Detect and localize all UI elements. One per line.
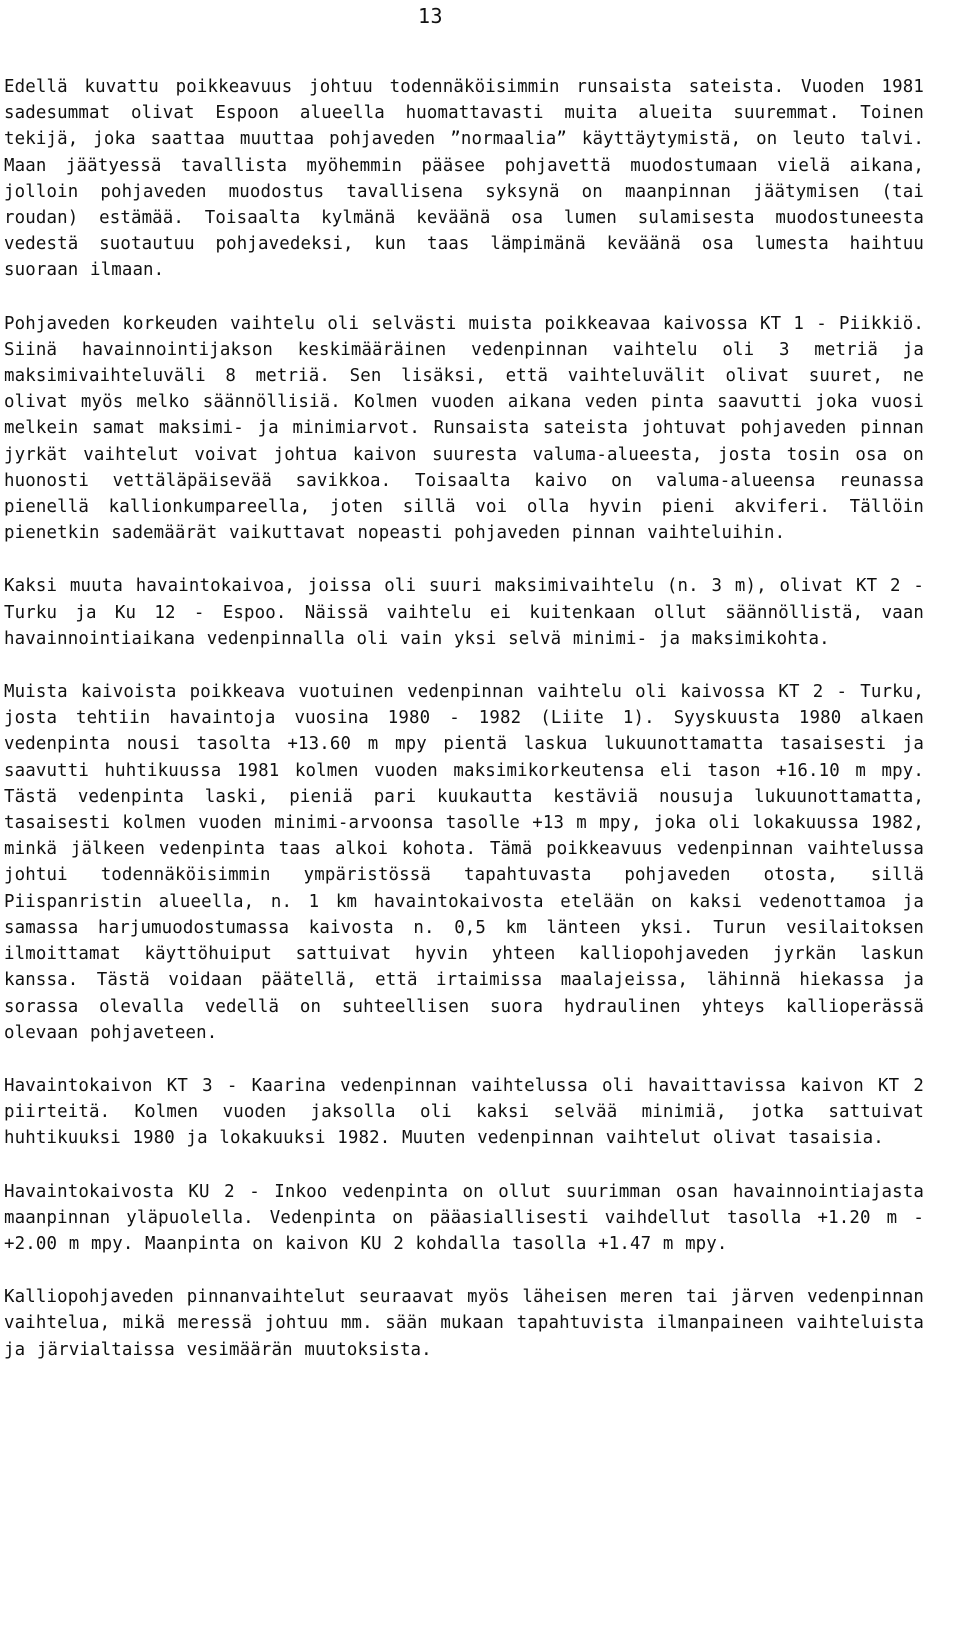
paragraph-ku2-inkoo: Havaintokaivosta KU 2 - Inkoo vedenpinta on ollut suurimman osan havainnointiajasta maanpinnan yläpuolella. Vedenpinta on pääasiallisesti vaihdellut tasolla +1.20 m - +2.00 m mpy. Maanpinta on kaivon KU 2 kohdalla tasolla +1.47 m mpy. — [4, 1181, 924, 1254]
page-number: 13 — [418, 4, 444, 28]
paragraph-kt3-kaarina: Havaintokaivon KT 3 - Kaarina vedenpinnan vaihtelussa oli havaittavissa kaivon KT 2 piirteitä. Kolmen vuoden jaksolla oli kaksi selvää minimiä, jotka sattuivat huhtikuuksi 1980 ja lokakuuksi 1982. Muuten vedenpinnan vaihtelut olivat tasaisia. — [4, 1075, 924, 1149]
paragraph-other-large-variation-wells: Kaksi muuta havaintokaivoa, joissa oli suuri maksimivaihtelu (n. 3 m), olivat KT 2 - Turku ja Ku 12 - Espoo. Näissä vaihtelu ei kuitenkaan ollut säännöllistä, vaan havainnointiaikana vedenpinnalla oli vain yksi selvä minimi- ja maksimikohta. — [4, 576, 924, 649]
paragraph-bedrock-groundwater: Kalliopohjaveden pinnanvaihtelut seuraavat myös läheisen meren tai järven vedenpinnan vaihtelua, mikä meressä johtuu mm. sään mukaan tapahtuvista ilmanpaineen vaihteluista ja järvialtaissa vesimäärän muutoksista. — [4, 1287, 924, 1360]
paragraph-winter-and-rain-effects: Edellä kuvattu poikkeavuus johtuu todennäköisimmin runsaista sateista. Vuoden 1981 sadesummat olivat Espoon alueella huomattavasti muita alueita suuremmat. Toinen tekijä, joka saattaa muuttaa pohjaveden ”normaalia” käyttäytymistä, on leuto talvi. Maan jäätyessä tavallista myöhemmin pääsee pohjavettä muodostumaan vielä aikana, jolloin pohjaveden muodostus tavallisena syksynä on maanpinnan jäätymisen (tai roudan) estämää. Toisaalta kylmänä keväänä osa lumen sulamisesta muodostuneesta vedestä suotautuu pohjavedeksi, kun taas lämpimänä keväänä osa lumesta haihtuu suoraan ilmaan. — [4, 77, 924, 281]
paragraph-kt1-piikkio: Pohjaveden korkeuden vaihtelu oli selvästi muista poikkeavaa kaivossa KT 1 - Piikkiö. Siinä havainnointijakson keskimääräinen vedenpinnan vaihtelu oli 3 metriä ja maksimivaihteluväli 8 metriä. Sen lisäksi, että vaihteluvälit olivat suuret, ne olivat myös melko säännöllisiä. Kolmen vuoden aikana veden pinta saavutti joka vuosi melkein samat maksimi- ja minimiarvot. Runsaista sateista johtuvat pohjaveden pinnan jyrkät vaihtelut voivat johtua kaivon suuresta valuma-alueesta, josta tosin osa on huonosti vettäläpäisevää savikkoa. Toisaalta kaivo on valuma-alueensa reunassa pienellä kallionkumpareella, joten sillä voi olla hyvin pieni akviferi. Tällöin pienetkin sademäärät vaikuttavat nopeasti pohjaveden pinnan vaihteluihin. — [4, 313, 924, 544]
body-text — [4, 74, 924, 1363]
paragraph-kt2-turku: Muista kaivoista poikkeava vuotuinen vedenpinnan vaihtelu oli kaivossa KT 2 - Turku, josta tehtiin havaintoja vuosina 1980 - 1982 (Liite 1). Syyskuusta 1980 alkaen vedenpinta nousi tasolta +13.60 m mpy pientä laskua lukuunottamatta tasaisesti ja saavutti huhtikuussa 1981 kolmen vuoden maksimikorkeutensa eli tason +16.10 m mpy. Tästä vedenpinta laski, pieniä pari kuukautta kestäviä nousuja lukuunottamatta, tasaisesti kolmen vuoden minimi-arvoonsa tasolle +13 m mpy, joka oli lokakuussa 1982, minkä jälkeen vedenpinta taas alkoi kohota. Tämä poikkeavuus vedenpinnan vaihtelussa johtui todennäköisimmin ympäristössä tapahtuvasta pohjaveden otosta, sillä Piispanristin alueella, n. 1 km havaintokaivosta etelään on kaksi vedenottamoa ja samassa harjumuodostumassa kaivosta n. 0,5 km länteen yksi. Turun vesilaitoksen ilmoittamat käyttöhuiput sattuivat hyvin yhteen kalliopohjaveden jyrkän laskun kanssa. Tästä voidaan päätellä, että irtaimissa maalajeissa, lähinnä hiekassa ja sorassa olevalla vedellä on suhteellisen suora hydraulinen yhteys kallioperässä olevaan pohjaveteen. — [4, 682, 924, 1043]
